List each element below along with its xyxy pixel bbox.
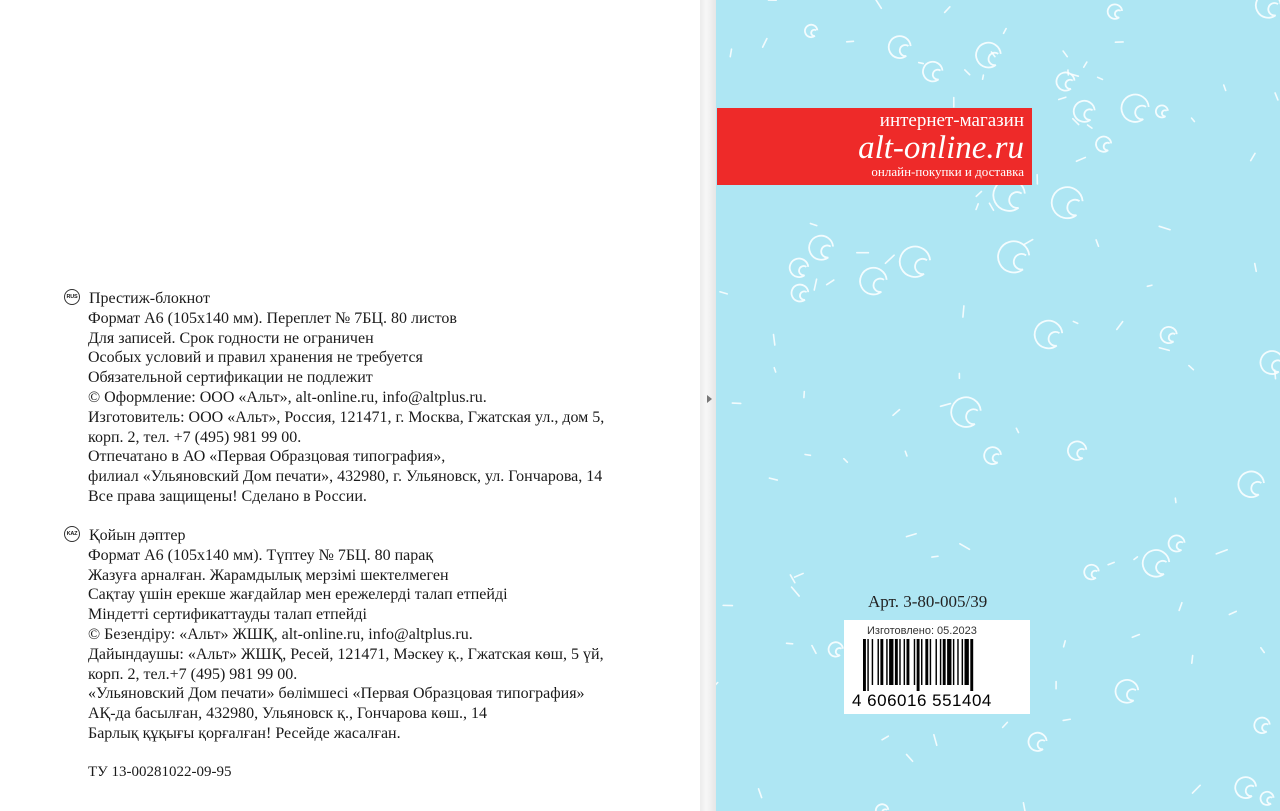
swirl-mark [1116, 680, 1139, 703]
swirl-mark [1156, 105, 1168, 117]
swirl-mark [1108, 562, 1114, 564]
rus-line-9: филиал «Ульяновский Дом печати», 432980, г. Ульяновск, ул. Гончарова, 14 [88, 468, 603, 486]
swirl-mark [1063, 719, 1070, 720]
swirl-mark [1088, 125, 1092, 128]
kaz-line-8: «Ульяновский Дом печати» бөлімшесі «Первая Образцовая типография» [88, 685, 585, 703]
swirl-mark [905, 451, 907, 456]
swirl-mark [716, 683, 718, 691]
swirl-mark [945, 7, 950, 13]
swirl-mark [976, 191, 981, 196]
swirl-mark [1056, 72, 1074, 90]
swirl-mark [1255, 264, 1257, 272]
swirl-mark [983, 75, 984, 79]
swirl-mark [1260, 351, 1280, 374]
barcode-bar [889, 639, 893, 685]
swirl-mark [1159, 348, 1169, 351]
swirl-mark [795, 573, 804, 577]
swirl-mark [1096, 240, 1098, 246]
page-gutter [700, 0, 716, 811]
swirl-mark [960, 544, 970, 550]
swirl-mark [1016, 428, 1018, 432]
swirl-mark [889, 36, 911, 58]
barcode-bar [930, 639, 931, 685]
swirl-mark [1073, 321, 1077, 323]
swirl-mark [1035, 321, 1063, 349]
swirl-mark [1117, 322, 1123, 330]
swirl-mark [885, 255, 894, 263]
barcode-bar [953, 639, 954, 685]
swirl-mark [1004, 29, 1007, 34]
swirl-mark [998, 241, 1029, 272]
rus-line-3: Особых условий и правил хранения не требуется [88, 349, 423, 367]
swirl-mark [1254, 718, 1269, 734]
swirl-mark [763, 39, 767, 47]
barcode-bar [940, 639, 941, 685]
kaz-badge: KAZ [64, 526, 80, 542]
barcode-bar [917, 639, 920, 691]
swirl-mark [934, 735, 937, 746]
back-cover [716, 0, 1280, 811]
swirl-mark [1074, 101, 1095, 122]
swirl-mark [1251, 153, 1255, 160]
swirl-mark [1189, 366, 1193, 370]
swirl-mark [730, 49, 731, 57]
swirl-mark [1132, 635, 1139, 638]
swirl-mark [1147, 285, 1152, 286]
swirl-mark [1261, 648, 1264, 653]
swirl-mark [876, 804, 888, 811]
barcode-bar [957, 639, 958, 685]
swirl-mark [812, 646, 816, 654]
swirl-mark [1169, 535, 1185, 551]
swirl-mark [1064, 641, 1066, 647]
barcode-bar [867, 639, 868, 691]
swirl-mark [1003, 722, 1008, 727]
kaz-line-0: KAZ Қойын дәптер [64, 526, 604, 546]
barcode-bar [947, 639, 951, 685]
swirl-mark [919, 63, 924, 64]
barcode-bar [899, 639, 900, 685]
barcode-bar [925, 639, 928, 685]
barcode-bar [921, 639, 922, 685]
swirl-mark [805, 25, 817, 37]
swirl-mark [882, 736, 888, 740]
swirl-mark [805, 454, 810, 455]
swirl-mark [1068, 441, 1086, 459]
kaz-line-3: Сақтау үшін ерекше жағдайлар мен ережелерді талап етпейді [88, 586, 508, 604]
swirl-mark [1192, 785, 1200, 793]
swirl-mark [984, 447, 1001, 464]
swirl-mark [1096, 137, 1111, 152]
swirl-mark [1024, 240, 1033, 245]
swirl-mark [1275, 93, 1278, 100]
barcode-bar [970, 639, 973, 691]
swirl-mark [792, 587, 800, 596]
barcode-bar [878, 639, 879, 685]
swirl-mark [932, 556, 938, 557]
swirl-mark [814, 279, 816, 290]
swirl-mark [1235, 777, 1256, 798]
kaz-block [64, 526, 604, 744]
swirl-mark [1238, 471, 1264, 497]
kaz-line-4: Міндетті сертификаттауды талап етпейді [88, 606, 367, 624]
kaz-line-1: Формат А6 (105х140 мм). Түптеу № 7БЦ. 80 парақ [88, 546, 434, 564]
swirl-mark [773, 335, 774, 345]
swirl-mark [1098, 77, 1103, 79]
rus-line-1: Формат А6 (105х140 мм). Переплет № 7БЦ. 80 листов [88, 309, 457, 327]
swirl-mark [790, 575, 794, 583]
swirl-mark [829, 642, 843, 656]
barcode-bar [914, 639, 915, 685]
swirl-mark [1179, 603, 1182, 611]
swirl-mark [1159, 226, 1170, 229]
rus-line-2: Для записей. Срок годности не ограничен [88, 329, 374, 347]
barcode-bar [962, 639, 963, 685]
swirl-mark [989, 203, 993, 210]
swirl-mark [1134, 557, 1137, 560]
swirl-mark [1216, 550, 1227, 554]
swirl-mark [976, 204, 978, 210]
rus-line-5: © Оформление: ООО «Альт», alt-online.ru, info@altplus.ru. [88, 388, 487, 406]
swirl-mark [876, 0, 881, 8]
swirl-mark [1275, 370, 1276, 379]
swirl-mark [1121, 95, 1148, 122]
kaz-line-2: Жазуға арналған. Жарамдылық мерзімі шектелмеген [88, 566, 449, 584]
swirl-mark [769, 478, 777, 480]
promo-banner [717, 108, 1032, 185]
swirl-mark [809, 236, 833, 260]
swirl-mark [1084, 565, 1099, 580]
swirl-mark [1256, 0, 1280, 18]
swirl-mark [790, 259, 809, 278]
kaz-line-9: АҚ-да басылған, 432980, Ульяновск қ., Гончарова көш., 14 [88, 705, 488, 723]
swirl-mark [1084, 62, 1087, 67]
barcode-bar [965, 639, 969, 685]
kaz-line-6: Дайындаушы: «Альт» ЖШҚ, Ресей, 121471, Мәскеу қ., Гжатская көш, 5 үй, [88, 645, 604, 663]
swirl-mark [1175, 498, 1176, 502]
swirl-mark [1224, 85, 1226, 90]
article-number: Арт. 3-80-005/39 [868, 592, 988, 611]
barcode-bar [872, 639, 873, 685]
swirl-mark [1076, 157, 1085, 161]
barcode-label [844, 620, 1030, 714]
rus-line-10: Все права защищены! Сделано в России. [88, 487, 367, 505]
swirl-mark [1059, 97, 1066, 99]
barcode-icon [863, 639, 1013, 691]
rus-line-0: RUS Престиж-блокнот [64, 289, 604, 309]
swirl-mark [791, 285, 808, 302]
swirl-mark [1229, 611, 1236, 614]
made-date: Изготовлено: 05.2023 [867, 625, 977, 637]
rus-line-8: Отпечатано в АО «Первая Образцовая типография», [88, 448, 446, 466]
barcode-bar [863, 639, 866, 691]
swirl-mark [810, 224, 816, 226]
barcode-bar [895, 639, 898, 685]
swirl-mark [923, 62, 943, 82]
kaz-line-5: © Безендіру: «Альт» ЖШҚ, alt-online.ru, info@altplus.ru. [88, 625, 473, 643]
barcode-bar [880, 639, 883, 685]
kaz-line-10: Барлық құқығы қорғалған! Ресейде жасалған. [88, 724, 401, 742]
swirl-mark [963, 306, 964, 317]
swirl-mark [774, 368, 775, 372]
swirl-mark [907, 754, 913, 761]
rus-line-6: Изготовитель: ООО «Альт», Россия, 121471, г. Москва, Гжатская ул., дом 5, [88, 408, 605, 426]
swirl-mark [1052, 187, 1083, 218]
swirl-mark [941, 404, 951, 407]
swirl-mark [844, 459, 847, 463]
swirl-mark [1143, 550, 1169, 577]
barcode-bar [943, 639, 946, 685]
rus-line-7: корп. 2, тел. +7 (495) 981 99 00. [88, 428, 302, 446]
promo-site: alt-online.ru [858, 130, 1024, 166]
swirl-mark [720, 292, 727, 294]
swirl-mark [906, 534, 916, 537]
swirl-mark [1023, 803, 1025, 811]
kaz-line-7: корп. 2, тел.+7 (495) 981 99 00. [88, 665, 298, 683]
swirl-mark [759, 789, 762, 798]
swirl-mark [951, 397, 981, 427]
rus-badge: RUS [64, 289, 80, 305]
swirl-mark [976, 43, 1001, 68]
swirl-mark [1261, 792, 1274, 805]
swirl-mark [965, 70, 970, 75]
swirl-mark [1063, 51, 1067, 57]
barcode-number: 4 606016 551404 [852, 691, 992, 710]
barcode-bar [907, 639, 910, 685]
swirl-mark [827, 280, 834, 285]
barcode-bar [904, 639, 905, 685]
promo-line1: интернет-магазин [879, 110, 1024, 131]
swirl-mark [1192, 118, 1195, 121]
swirl-mark [893, 410, 900, 416]
barcode-bar [886, 639, 887, 685]
swirl-mark [1108, 4, 1122, 18]
swirl-mark [1028, 733, 1046, 751]
tu-code: ТУ 13-00281022-09-95 [88, 764, 232, 780]
swirl-mark [860, 268, 887, 295]
swirl-mark [1161, 327, 1177, 343]
swirl-mark [900, 247, 930, 277]
page-turn-arrow-icon[interactable] [707, 395, 712, 403]
promo-line3: онлайн-покупки и доставка [871, 164, 1024, 179]
rus-block [64, 289, 604, 507]
rus-line-4: Обязательной сертификации не подлежит [88, 369, 373, 387]
barcode-bar [936, 639, 937, 685]
swirl-mark [1192, 655, 1193, 663]
